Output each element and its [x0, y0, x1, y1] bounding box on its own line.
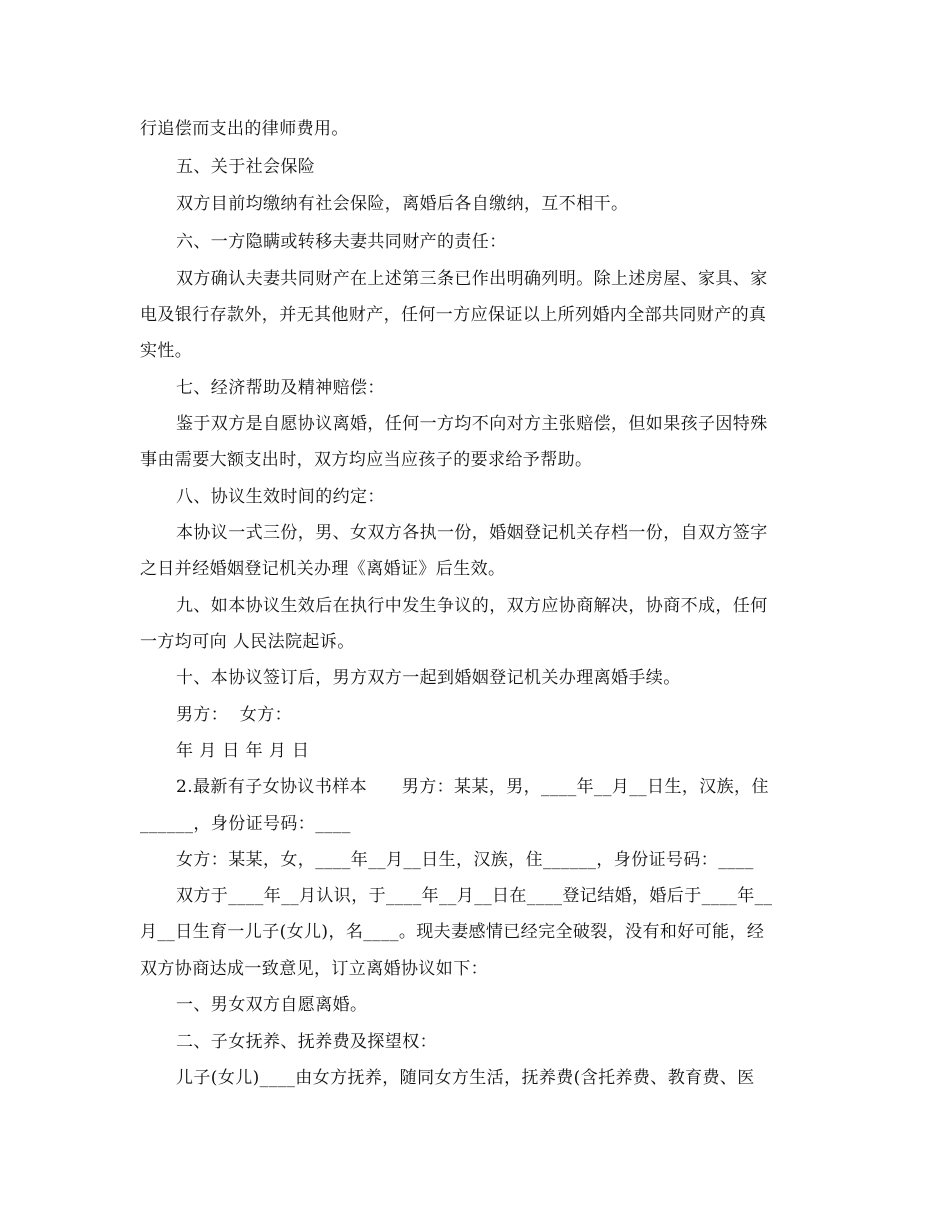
text-line: 双方于____年__月认识，于____年__月__日在____登记结婚，婚后于____年__ [176, 886, 773, 906]
section-heading: 五、关于社会保险 [176, 157, 316, 177]
text-line: 双方目前均缴纳有社会保险，离婚后各自缴纳，互不相干。 [176, 194, 629, 214]
text-line: 事由需要大额支出时，双方均应当应孩子的要求给予帮助。 [140, 450, 593, 470]
text-line: 双方确认夫妻共同财产在上述第三条已作出明确列明。除上述房屋、家具、家 [176, 269, 768, 289]
section-heading: 八、协议生效时间的约定： [176, 487, 385, 507]
text-line: 实性。 [140, 341, 193, 361]
section-heading: 2.最新有子女协议书样本 男方：某某，男，____年__月__日生，汉族，住 [176, 777, 769, 797]
section-heading: 六、一方隐瞒或转移夫妻共同财产的责任： [176, 232, 507, 252]
text-line: 十、本协议签订后，男方双方一起到婚姻登记机关办理离婚手续。 [176, 668, 681, 688]
text-line: 九、如本协议生效后在执行中发生争议的，双方应协商解决，协商不成，任何 [176, 596, 768, 616]
text-line: 电及银行存款外，并无其他财产，任何一方应保证以上所列婚内全部共同财产的真 [140, 305, 767, 325]
text-line: 儿子(女儿)____由女方抚养，随同女方生活，抚养费(含托养费、教育费、医 [176, 1068, 755, 1088]
text-line: 本协议一式三份，男、女双方各执一份，婚姻登记机关存档一份，自双方签字 [176, 523, 768, 543]
text-line: 女方：某某，女，____年__月__日生，汉族，住______，身份证号码：____ [176, 850, 754, 870]
text-line: 之日并经婚姻登记机关办理《离婚证》后生效。 [140, 559, 506, 579]
text-line: ______，身份证号码：____ [140, 814, 351, 834]
text-line: 一方均可向 人民法院起诉。 [140, 632, 355, 652]
date-line: 年 月 日 年 月 日 [176, 741, 310, 761]
section-heading: 一、男女双方自愿离婚。 [176, 995, 368, 1015]
section-heading: 七、经济帮助及精神赔偿： [176, 378, 385, 398]
section-heading: 二、子女抚养、抚养费及探望权： [176, 1032, 437, 1052]
text-line: 行追偿而支出的律师费用。 [140, 119, 349, 139]
signature-line: 男方： 女方： [176, 705, 293, 725]
text-line: 鉴于双方是自愿协议离婚，任何一方均不向对方主张赔偿，但如果孩子因特殊 [176, 414, 768, 434]
text-line: 双方协商达成一致意见，订立离婚协议如下： [140, 959, 488, 979]
text-line: 月__日生育一儿子(女儿)，名____。现夫妻感情已经完全破裂，没有和好可能，经 [140, 922, 765, 942]
